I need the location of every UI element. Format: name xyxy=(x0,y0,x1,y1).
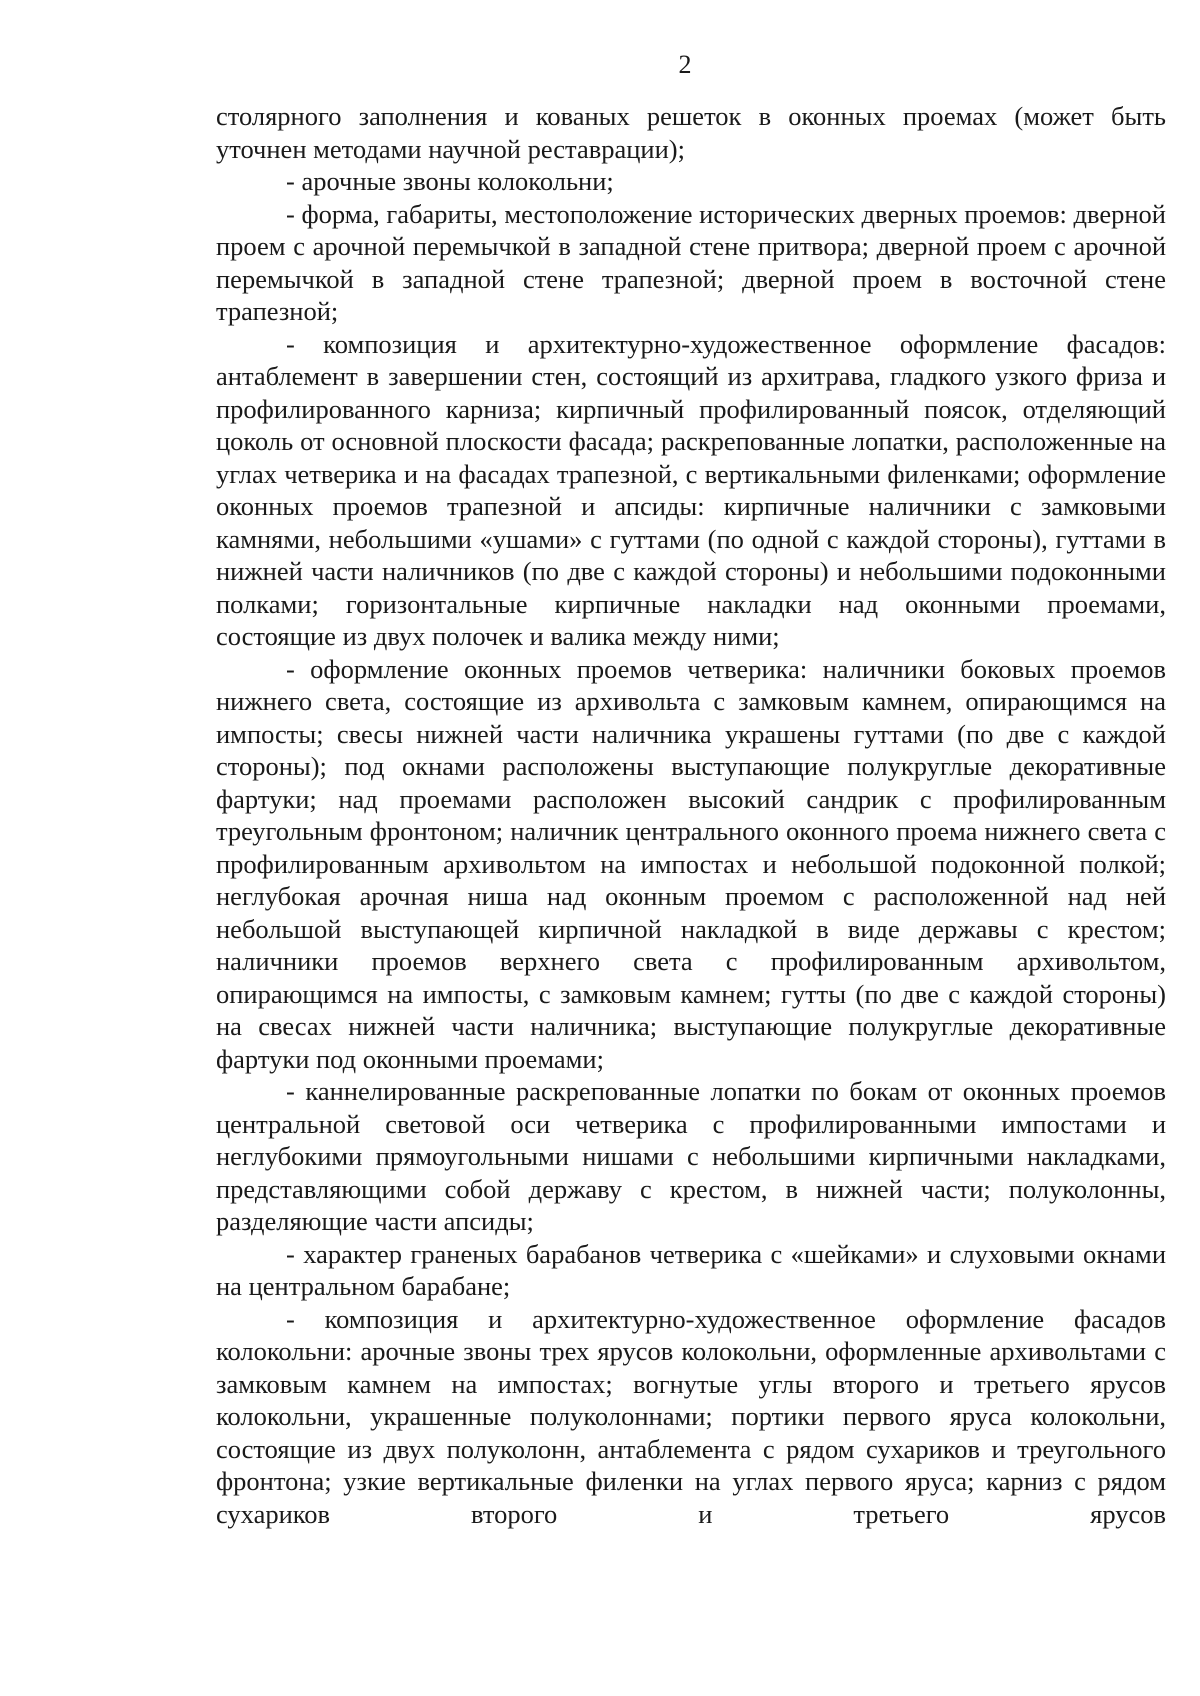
list-item-facade-composition: - композиция и архитектурно-художественное оформление фасадов: антаблемент в завершении стен, состоящий из архитрава, гладкого узкого фриза и профилированного карниза; кирпичный профилированный поясок, отделяющий цоколь от основной плоскости фасада; раскрепованные лопатки, расположенные на углах четверика и на фасадах трапезной, с вертикальными филенками; оформление оконных проемов трапезной и апсиды: кирпичные наличники с замковыми камнями, небольшими «ушами» с гуттами (по одной с каждой стороны), гуттами в нижней части наличников (по две с каждой стороны) и небольшими подоконными полками; горизонтальные кирпичные накладки над оконными проемами, состоящие из двух полочек и валика между ними; xyxy=(216,328,1166,651)
list-item-bell-openings: - арочные звоны колокольни; xyxy=(286,166,614,196)
paragraph-continuation: столярного заполнения и кованых решеток в оконных проемах (может быть уточнен методами научной реставрации); xyxy=(216,101,1166,164)
page-number: 2 xyxy=(678,50,692,79)
body-text xyxy=(216,100,1166,1530)
list-item-drums: - характер граненых барабанов четверика с «шейками» и слуховыми окнами на центральном барабане; xyxy=(216,1238,1166,1301)
list-item-chetverik-windows: - оформление оконных проемов четверика: наличники боковых проемов нижнего света, состоящие из архивольта с замковым камнем, опирающимся на импосты; свесы нижней части наличника украшены гуттами (по две с каждой стороны); под окнами расположены выступающие полукруглые декоративные фартуки; над проемами расположен высокий сандрик с профилированным треугольным фронтоном; наличник центрального оконного проема нижнего света с профилированным архивольтом на импостах и небольшой подоконной полкой; неглубокая арочная ниша над оконным проемом с расположенной над ней небольшой выступающей кирпичной накладкой в виде державы с крестом; наличники проемов верхнего света с профилированным архивольтом, опирающимся на импосты, с замковым камнем; гутты (по две с каждой стороны) на свесах нижней части наличника; выступающие полукруглые декоративные фартуки под оконными проемами; xyxy=(216,653,1166,1074)
list-item-belltower-facades: - композиция и архитектурно-художественное оформление фасадов колокольни: арочные звоны трех ярусов колокольни, оформленные архивольтами с замковым камнем на импостах; вогнутые углы второго и третьего ярусов колокольни, украшенные полуколоннами; портики первого яруса колокольни, состоящие из двух полуколонн, антаблемента с рядом сухариков и треугольного фронтона; узкие вертикальные филенки на углах первого яруса; карниз с рядом сухариков второго и третьего ярусов xyxy=(216,1303,1166,1529)
list-item-fluted-pilasters: - каннелированные раскрепованные лопатки по бокам от оконных проемов центральной световой оси четверика с профилированными импостами и неглубокими прямоугольными нишами с небольшими кирпичными накладками, представляющими собой державу с крестом, в нижней части; полуколонны, разделяющие части апсиды; xyxy=(216,1076,1166,1236)
list-item-door-openings: - форма, габариты, местоположение исторических дверных проемов: дверной проем с арочной перемычкой в западной стене притвора; дверной проем с арочной перемычкой в западной стене трапезной; дверной проем в восточной стене трапезной; xyxy=(216,198,1166,326)
